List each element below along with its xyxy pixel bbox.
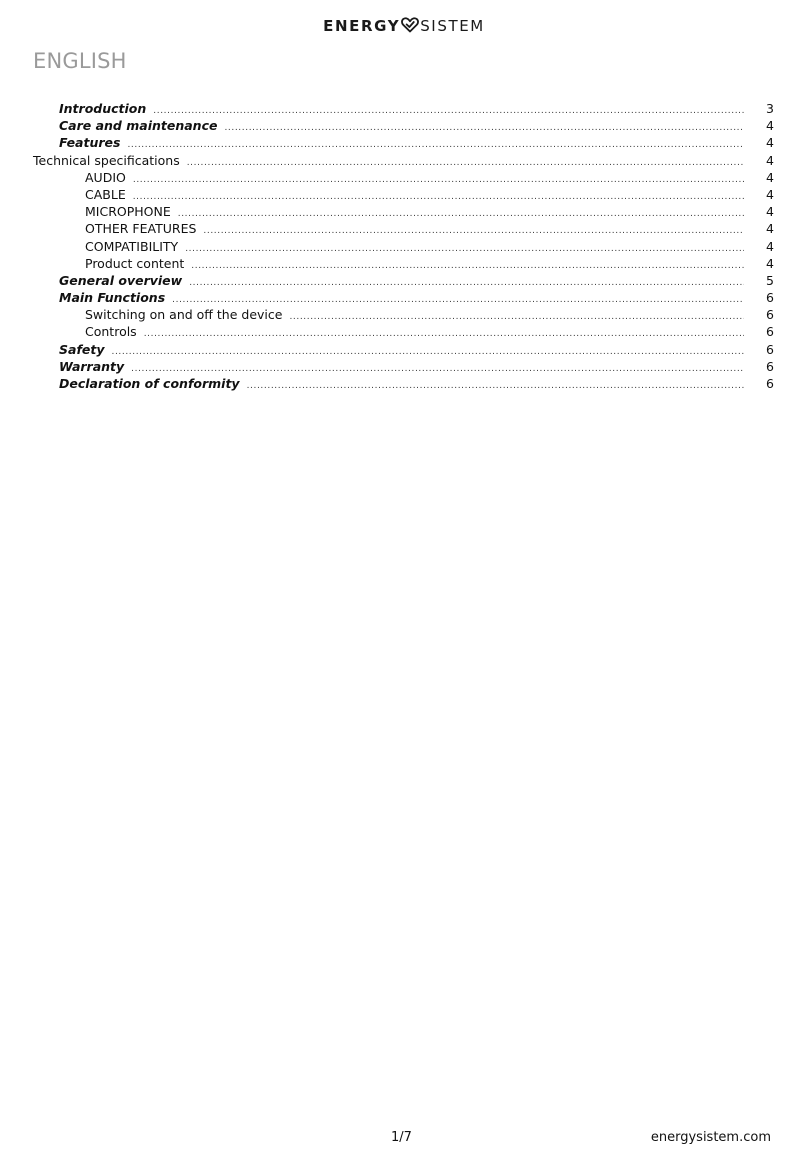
toc-entry-page: 4	[766, 255, 774, 271]
brand-name-part1: ENERGY	[323, 17, 401, 35]
toc-entry-page: 4	[766, 238, 774, 254]
brand-name-part2: SISTEM	[420, 17, 485, 35]
toc-entry[interactable]	[0, 255, 808, 272]
toc-entry[interactable]	[0, 323, 808, 340]
toc-entry[interactable]	[0, 375, 808, 392]
toc-entry[interactable]	[0, 152, 808, 169]
toc-entry-page: 4	[766, 152, 774, 168]
toc-entry-label: Technical specifications	[33, 152, 180, 168]
brand-logo	[0, 16, 808, 36]
toc-entry[interactable]	[0, 203, 808, 220]
toc-entry-label: Warranty	[59, 358, 125, 374]
toc-entry[interactable]	[0, 238, 808, 255]
toc-entry-label: Care and maintenance	[59, 118, 218, 134]
toc-entry-label: OTHER FEATURES	[85, 221, 197, 237]
toc-entry-page: 6	[766, 307, 774, 323]
toc-entry-label: General overview	[59, 272, 183, 288]
toc-entry[interactable]	[0, 272, 808, 289]
toc-entry-page: 6	[766, 290, 774, 306]
toc-entry-page: 4	[766, 204, 774, 220]
toc-entry[interactable]	[0, 186, 808, 203]
toc-entry-label: Main Functions	[59, 290, 166, 306]
toc-entry-page: 4	[766, 221, 774, 237]
toc-entry-page: 6	[766, 358, 774, 374]
toc-entry[interactable]	[0, 341, 808, 358]
toc-entry[interactable]	[0, 169, 808, 186]
toc-entry[interactable]	[0, 289, 808, 306]
toc-entry-page: 3	[766, 101, 774, 116]
toc-entry-page: 4	[766, 135, 774, 151]
page-number: 1/7	[391, 1130, 412, 1145]
toc-entry-page: 4	[766, 169, 774, 185]
toc-entry-page: 6	[766, 324, 774, 340]
toc-entry-label: Product content	[85, 255, 185, 271]
toc-entry-page: 6	[766, 376, 774, 391]
toc-entry[interactable]	[0, 100, 808, 117]
toc-dot-leader	[247, 378, 744, 395]
toc-entry[interactable]	[0, 117, 808, 134]
toc-entry[interactable]	[0, 306, 808, 323]
toc-entry-label: MICROPHONE	[85, 204, 171, 220]
toc-entry-label: COMPATIBILITY	[85, 238, 179, 254]
table-of-contents	[0, 100, 808, 392]
toc-entry-label: Switching on and off the device	[85, 307, 283, 323]
toc-entry-label: Introduction	[59, 101, 147, 116]
toc-entry[interactable]	[0, 220, 808, 237]
toc-entry-page: 5	[766, 272, 774, 288]
website-link[interactable]: energysistem.com	[650, 1130, 771, 1145]
toc-entry-page: 4	[766, 118, 774, 134]
toc-entry-page: 4	[766, 186, 774, 202]
section-title: ENGLISH	[33, 49, 127, 73]
toc-entry[interactable]	[0, 134, 808, 151]
heart-check-icon	[401, 17, 419, 33]
toc-entry-label: Safety	[59, 341, 105, 357]
toc-entry-label: Features	[59, 135, 121, 151]
toc-entry-label: Controls	[85, 324, 137, 340]
toc-entry-label: CABLE	[85, 186, 126, 202]
toc-entry-label: Declaration of conformity	[59, 376, 240, 391]
toc-entry-page: 6	[766, 341, 774, 357]
toc-entry-label: AUDIO	[85, 169, 126, 185]
toc-entry[interactable]	[0, 358, 808, 375]
